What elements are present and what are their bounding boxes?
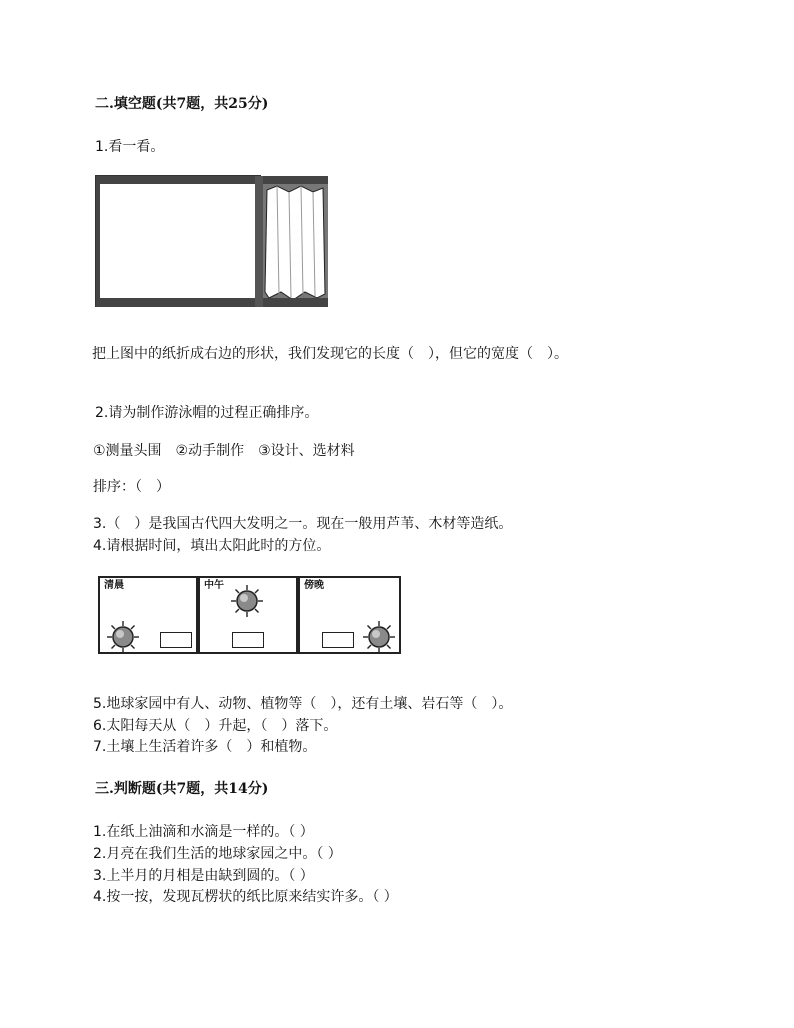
panel-label-evening: 傍晚: [304, 580, 324, 591]
judgment-item-4: 4.按一按，发现瓦楞状的纸比原来结实许多。（ ）: [93, 889, 398, 905]
question-1-text: 把上图中的纸折成右边的形状，我们发现它的长度（ ），但它的宽度（ ）。: [92, 346, 568, 362]
panel-evening: [298, 576, 401, 654]
answer-box-evening[interactable]: [322, 632, 354, 648]
section-heading-fill-in: 二.填空题(共7题，共25分): [95, 96, 269, 112]
question-5: 5.地球家园中有人、动物、植物等（ ），还有土壤、岩石等（ ）。: [93, 696, 513, 712]
question-3: 3.（ ）是我国古代四大发明之一。现在一般用芦苇、木材等造纸。: [93, 516, 513, 532]
section-heading-true-false: 三.判断题(共7题，共14分): [95, 781, 269, 797]
question-2-title: 2.请为制作游泳帽的过程正确排序。: [95, 405, 319, 421]
sun-icon: [362, 620, 396, 654]
question-2-answer: 排序：（ ）: [93, 479, 170, 495]
question-6: 6.太阳每天从（ ）升起，（ ）落下。: [93, 718, 338, 734]
panel-label-morning: 清晨: [104, 580, 124, 591]
judgment-item-2: 2.月亮在我们生活的地球家园之中。（ ）: [93, 846, 342, 862]
panel-noon: [198, 576, 298, 654]
judgment-item-3: 3.上半月的月相是由缺到圆的。（ ）: [93, 868, 314, 884]
question-1-title: 1.看一看。: [95, 139, 165, 155]
question-2-options: ①测量头围 ②动手制作 ③设计、选材料: [93, 443, 355, 459]
question-7: 7.土壤上生活着许多（ ）和植物。: [93, 739, 317, 755]
answer-box-morning[interactable]: [160, 632, 192, 648]
panel-morning: [98, 576, 198, 654]
sun-icon: [106, 620, 140, 654]
judgment-item-1: 1.在纸上油滴和水滴是一样的。（ ）: [93, 824, 314, 840]
sun-icon: [230, 584, 264, 618]
answer-box-noon[interactable]: [232, 632, 264, 648]
question-4-title: 4.请根据时间，填出太阳此时的方位。: [93, 538, 331, 554]
panel-label-noon: 中午: [204, 580, 224, 591]
paper-fold-figure: [95, 174, 328, 309]
